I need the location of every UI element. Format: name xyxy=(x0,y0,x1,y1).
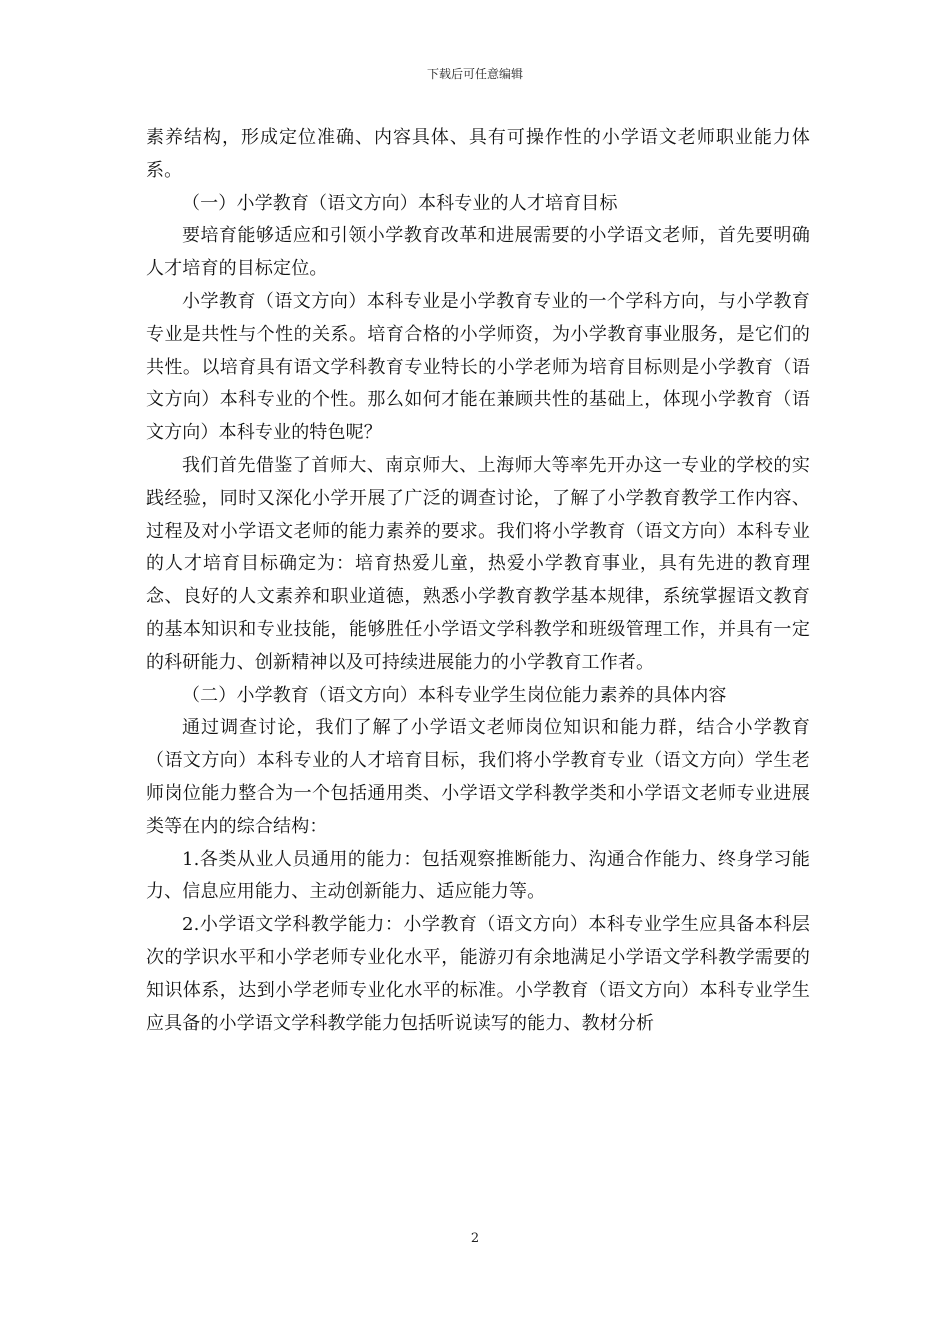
paragraph: 要培育能够适应和引领小学教育改革和进展需要的小学语文老师，首先要明确人才培育的目标定位。 xyxy=(146,225,810,280)
list-item: 2.小学语文学科教学能力：小学教育（语文方向）本科专业学生应具备本科层次的学识水平和小学老师专业化水平，能游刃有余地满足小学语文学科教学需要的知识体系，达到小学老师专业化水平的标准。小学教育（语文方向）本科专业学生应具备的小学语文学科教学能力包括听说读写的能力、教材分析 xyxy=(146,914,810,1034)
page-number: 2 xyxy=(470,1231,480,1246)
section-heading: （二）小学教育（语文方向）本科专业学生岗位能力素养的具体内容 xyxy=(182,684,727,706)
paragraph: 通过调查讨论，我们了解了小学语文老师岗位知识和能力群，结合小学教育（语文方向）本科专业的人才培育目标，我们将小学教育专业（语文方向）学生老师岗位能力整合为一个包括通用类、小学语文学科教学类和小学语文老师专业进展类等在内的综合结构： xyxy=(146,717,810,837)
paragraph: 我们首先借鉴了首师大、南京师大、上海师大等率先开办这一专业的学校的实践经验，同时又深化小学开展了广泛的调查讨论，了解了小学教育教学工作内容、过程及对小学语文老师的能力素养的要求。我们将小学教育（语文方向）本科专业的人才培育目标确定为：培育热爱儿童，热爱小学教育事业，具有先进的教育理念、良好的人文素养和职业道德，熟悉小学教育教学基本规律，系统掌握语文教育的基本知识和专业技能，能够胜任小学语文学科教学和班级管理工作，并具有一定的科研能力、创新精神以及可持续进展能力的小学教育工作者。 xyxy=(146,454,810,673)
page-header: 下载后可任意编辑 xyxy=(426,67,523,81)
section-heading: （一）小学教育（语文方向）本科专业的人才培育目标 xyxy=(182,192,618,214)
list-item: 1.各类从业人员通用的能力：包括观察推断能力、沟通合作能力、终身学习能力、信息应用能力、主动创新能力、适应能力等。 xyxy=(146,848,810,903)
paragraph: 小学教育（语文方向）本科专业是小学教育专业的一个学科方向，与小学教育专业是共性与个性的关系。培育合格的小学师资，为小学教育事业服务，是它们的共性。以培育具有语文学科教育专业特长的小学老师为培育目标则是小学教育（语文方向）本科专业的个性。那么如何才能在兼顾共性的基础上，体现小学教育（语文方向）本科专业的特色呢？ xyxy=(146,290,810,444)
paragraph: 素养结构，形成定位准确、内容具体、具有可操作性的小学语文老师职业能力体系。 xyxy=(146,127,810,181)
document-body xyxy=(146,122,810,1040)
